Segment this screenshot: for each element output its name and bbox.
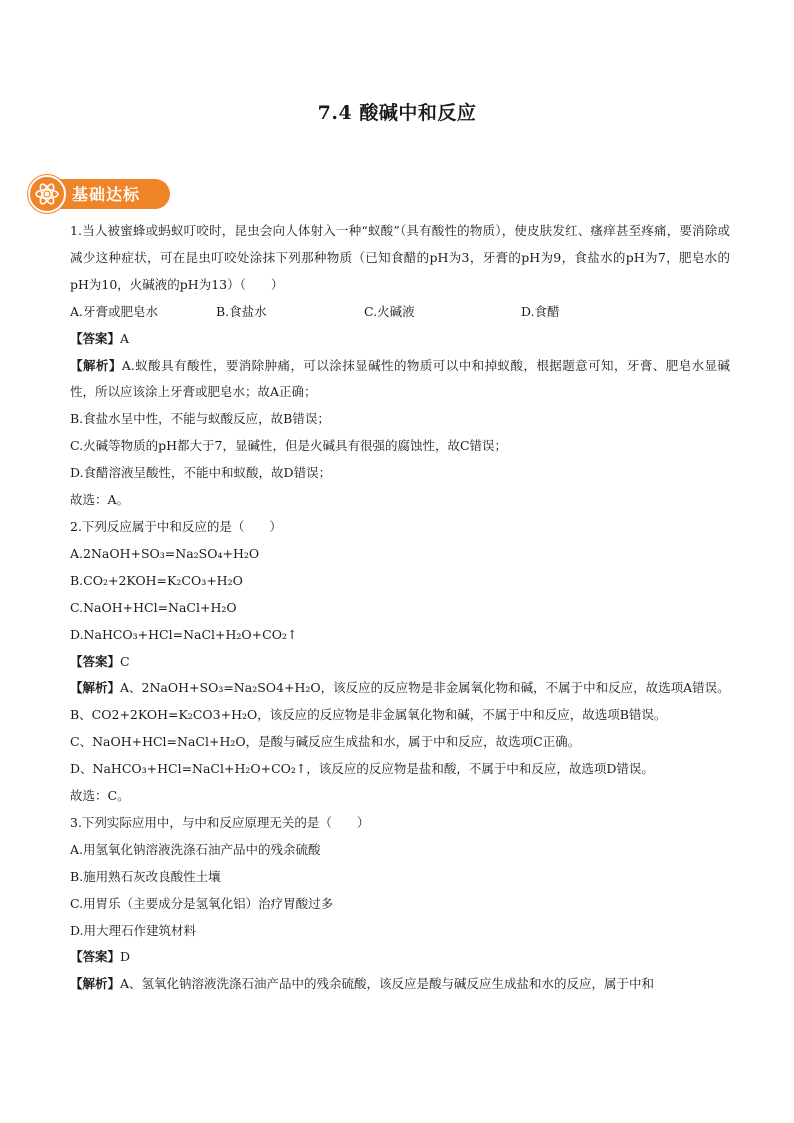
analysis-text: A、2NaOH+SO₃=Na₂SO4+H₂O，该反应的反应物是非金属氧化物和碱，不属于中和反应，故选项A错误。 (120, 680, 730, 696)
q2-option-b: B.CO₂+2KOH=K₂CO₃+H₂O (70, 572, 243, 588)
analysis-text: A、氢氧化钠溶液洗涤石油产品中的残余硫酸，该反应是酸与碱反应生成盐和水的反应，属于中和 (120, 976, 655, 992)
answer-value: C (120, 653, 130, 669)
analysis-text: A.蚁酸具有酸性，要消除肿痛，可以涂抹显碱性的物质可以中和掉蚁酸，根据题意可知，牙膏、肥皂水显碱性，所以应该涂上牙膏或肥皂水；故A正确； (70, 357, 730, 400)
q1-option-d: D.食醋 (521, 303, 560, 319)
q1-answer (70, 326, 730, 353)
q1-analysis-c: C.火碱等物质的pH都大于7，显碱性，但是火碱具有很强的腐蚀性，故C错误； (70, 438, 508, 454)
analysis-tag: 【解析】 (70, 680, 121, 696)
q1-option-a: A.牙膏或肥皂水 (70, 303, 159, 319)
analysis-tag: 【解析】 (70, 357, 122, 373)
q1-analysis-a (70, 353, 730, 407)
q1-conclusion: 故选：A。 (70, 492, 130, 508)
q2-option-d: D.NaHCO₃+HCl=NaCl+H₂O+CO₂↑ (70, 626, 298, 642)
q3-analysis-a (70, 971, 730, 998)
q1-options (70, 299, 730, 326)
q2-analysis-b: B、CO2+2KOH=K₂CO3+H₂O，该反应的反应物是非金属氧化物和碱，不属于中和反应，故选项B错误。 (70, 707, 667, 723)
q2-analysis-d: D、NaHCO₃+HCl=NaCl+H₂O+CO₂↑，该反应的反应物是盐和酸，不属于中和反应，故选项D错误。 (70, 761, 654, 777)
q2-stem: 2.下列反应属于中和反应的是（ ） (70, 518, 282, 534)
q3-option-b: B.施用熟石灰改良酸性土壤 (70, 868, 221, 884)
section-label: 基础达标 (72, 185, 141, 204)
q3-option-a: A.用氢氧化钠溶液洗涤石油产品中的残余硫酸 (70, 841, 321, 857)
answer-tag: 【答案】 (70, 330, 121, 346)
answer-tag: 【答案】 (70, 653, 121, 669)
q2-analysis-c: C、NaOH+HCl=NaCl+H₂O，是酸与碱反应生成盐和水，属于中和反应，故选项C正确。 (70, 734, 581, 750)
q3-option-d: D.用大理石作建筑材料 (70, 922, 197, 938)
atom-icon (28, 175, 66, 213)
q2-option-c: C.NaOH+HCl=NaCl+H₂O (70, 599, 237, 615)
q1-analysis-d: D.食醋溶液呈酸性，不能中和蚁酸，故D错误； (70, 465, 332, 481)
analysis-tag: 【解析】 (70, 976, 121, 992)
answer-value: A (120, 330, 130, 346)
q2-answer (70, 649, 730, 676)
q1-option-c: C.火碱液 (364, 303, 415, 319)
q3-answer (70, 944, 730, 971)
q2-analysis-a (70, 675, 730, 702)
q3-option-c: C.用胃乐（主要成分是氢氧化铝）治疗胃酸过多 (70, 895, 334, 911)
q1-stem: 1.当人被蜜蜂或蚂蚁叮咬时，昆虫会向人体射入一种“蚁酸”（具有酸性的物质），使皮肤发红、瘙痒甚至疼痛，要消除或减少这种症状，可在昆虫叮咬处涂抹下列那种物质（已知食醋的pH为3，牙膏的pH为9，食盐水的pH为7，肥皂水的pH为10，火碱液的pH为13）（ ） (70, 223, 730, 292)
q2-conclusion: 故选：C。 (70, 788, 130, 804)
q1-option-b: B.食盐水 (216, 303, 267, 319)
document-body (70, 218, 730, 998)
section-badge (28, 175, 173, 213)
answer-value: D (120, 949, 131, 965)
q1-analysis-b: B.食盐水呈中性，不能与蚁酸反应，故B错误； (70, 411, 330, 427)
answer-tag: 【答案】 (70, 949, 121, 965)
page-title: 7.4 酸碱中和反应 (317, 102, 477, 124)
q2-option-a: A.2NaOH+SO₃=Na₂SO₄+H₂O (70, 545, 260, 561)
q3-stem: 3.下列实际应用中，与中和反应原理无关的是（ ） (70, 814, 370, 830)
